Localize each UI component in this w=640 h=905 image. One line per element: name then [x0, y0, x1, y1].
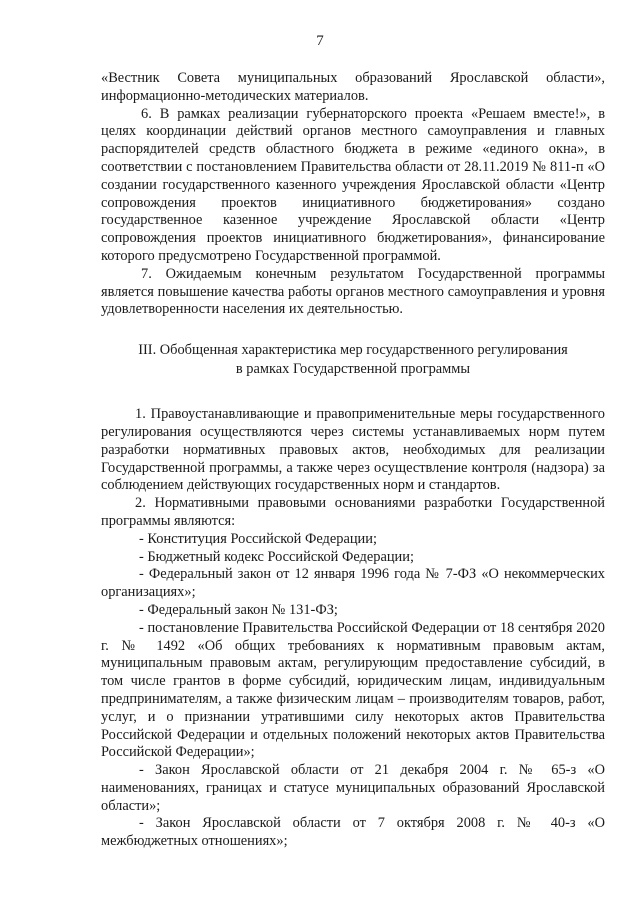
- list-item: - Федеральный закон от 12 января 1996 года № 7-ФЗ «О некоммерческих организациях»;: [101, 566, 605, 601]
- list-item: - Закон Ярославской области от 7 октября 2008 г. № 40-з «О межбюджетных отношениях»;: [101, 815, 605, 850]
- spacer: [101, 319, 605, 341]
- paragraph-item-7: 7. Ожидаемым конечным результатом Государственной программы является повышение качества работы органов местного самоуправления и уровня удовлетворенности населения их деятельностью.: [101, 265, 605, 318]
- section-heading-line-2: в рамках Государственной программы: [235, 361, 471, 378]
- paragraph-section-2: 2. Нормативными правовыми основаниями разработки Государственной программы являются:: [101, 495, 605, 529]
- spacer: [101, 379, 605, 406]
- paragraph-item-6: 6. В рамках реализации губернаторского проекта «Решаем вместе!», в целях координации действий органов местного самоуправления и главных распорядителей средств областного бюджета в режиме «единого окна», в соответствии с постановлением Правительства области от 28.11.2019 № 811-п «О создании государственного казенного учреждения Ярославской области «Центр сопровождения проектов инициативного бюджетирования» создано государственное казенное учреждение Ярославской области «Центр сопровождения проектов инициативного бюджетирования», финансирование которого предусмотрено Государственной программой.: [101, 105, 605, 264]
- page-number: 7: [316, 33, 324, 49]
- list-item: - Федеральный закон № 131-ФЗ;: [139, 601, 338, 618]
- section-heading-line-1: III. Обобщенная характеристика мер государственного регулирования: [138, 342, 568, 359]
- list-item: - Конституция Российской Федерации;: [139, 530, 377, 547]
- paragraph-section-1: 1. Правоустанавливающие и правоприменительные меры государственного регулирования осуществляются через системы устанавливаемых норм путем разработки нормативных правовых актов, необходимых для реализации Государственной программы, а также через осуществление контроля (надзора) за соблюдением действующих государственных норм и стандартов.: [101, 406, 605, 494]
- document-body: [101, 70, 605, 851]
- paragraph-continuation: «Вестник Совета муниципальных образований Ярославской области», информационно-методических материалов.: [101, 70, 605, 104]
- list-item: - Бюджетный кодекс Российской Федерации;: [139, 548, 414, 565]
- list-item: - постановление Правительства Российской Федерации от 18 сентября 2020 г. № 1492 «Об общих требованиях к нормативным правовым актам, муниципальным правовым актам, регулирующим предоставление субсидий, в том числе грантов в форме субсидий, юридическим лицам, индивидуальным предпринимателям, а также физическим лицам – производителям товаров, работ, услуг, и о признании утратившими силу некоторых актов Правительства Российской Федерации и отдельных положений некоторых актов Правительства Российской Федерации»;: [101, 619, 605, 761]
- list-item: - Закон Ярославской области от 21 декабря 2004 г. № 65-з «О наименованиях, границах и статусе муниципальных образований Ярославской области»;: [101, 762, 605, 814]
